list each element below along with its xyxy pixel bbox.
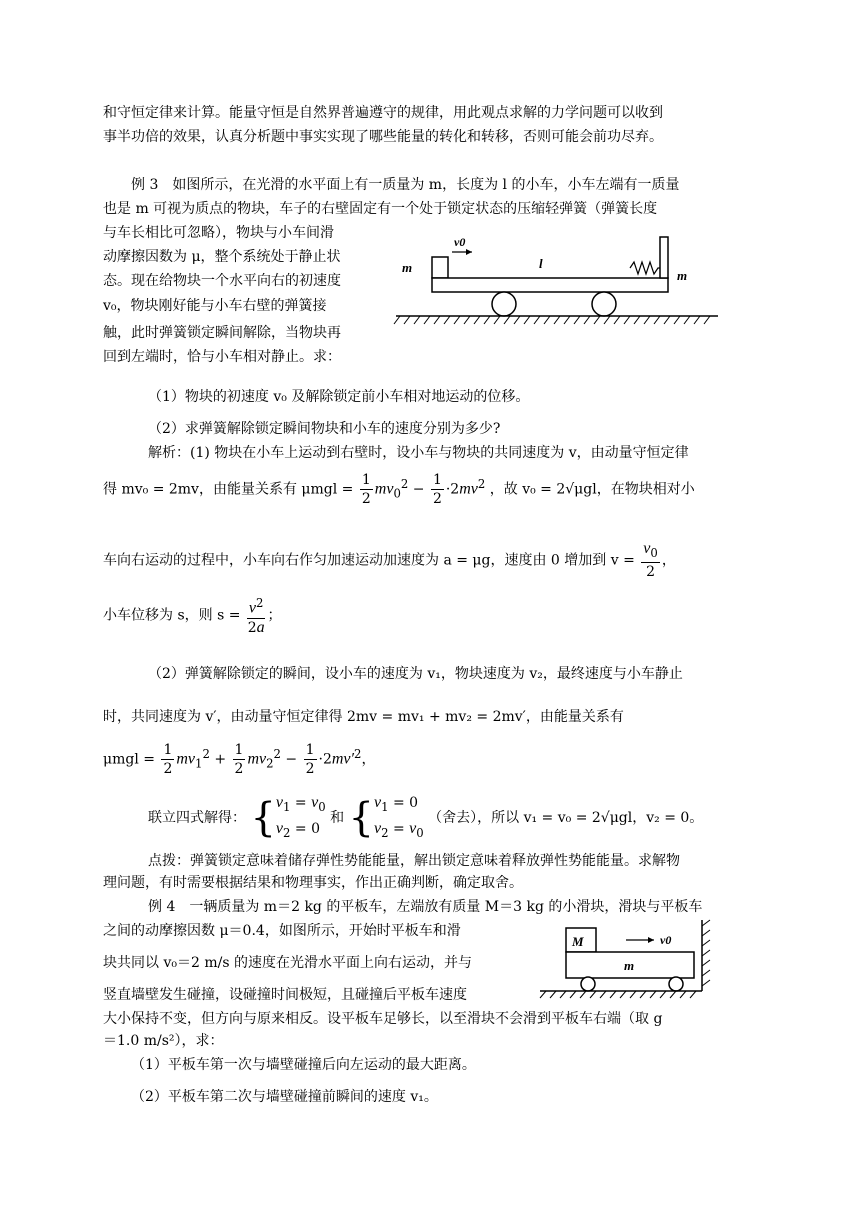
- ex3-line-1: 例 3 如图所示，在光滑的水平面上有一质量为 m，长度为 l 的小车，小车左端有一质量: [131, 177, 680, 193]
- fraction-half: $\frac{1}{2}$: [305, 742, 315, 778]
- fraction-v0-over-2: $\frac{v_0}{2}$: [643, 540, 658, 580]
- ex3-system-and: 和: [330, 809, 345, 826]
- cart-wheel-left: [581, 977, 595, 991]
- ex4-line-2: 之间的动摩擦因数 μ＝0.4，如图所示，开始时平板车和滑: [103, 923, 461, 939]
- ex3-part2-line-3: μmgl = $\frac{1}{2}$ $mv_1^2$ + $\frac{1}{2}$ $mv_2^2$ − $\frac{1}{2}$ $\cdot 2mv'^2$，: [103, 742, 376, 778]
- ex4-line-3: 块共同以 v₀＝2 m/s 的速度在光滑水平面上向右运动，并与: [103, 955, 472, 971]
- solution-system-1: $v_1 = v_0$ $v_2 = 0$: [275, 794, 326, 840]
- ex3-solution-line-4a: 小车位移为 s，则 s =: [103, 607, 241, 624]
- ex3-system-solution: 联立四式解得： {$v_1 = v_0$ $v_2 = 0$ 和 {$v_1 = 0$ $v_2 = v_0$ （舍去），所以 v₁ = v₀ = 2√μgl，v₂ = 0。: [148, 792, 703, 844]
- ex3-solution-line-2: 得 mv₀ = 2mv，由能量关系有 μmgl = $\frac{1}{2}$ $mv_0^2$ − $\frac{1}{2}$ $\cdot 2mv^2$ ，故 v₀ = 2√μgl，在物块相对小: [103, 472, 695, 508]
- ex3-line-7: 触，此时弹簧锁定瞬间解除，当物块再: [103, 325, 341, 341]
- fraction-half: $\frac{1}{2}$: [361, 472, 371, 508]
- fraction-half: $\frac{1}{2}$: [163, 742, 173, 778]
- cart-right-wall: [660, 237, 668, 278]
- ex3-part2-line-1: （2）弹簧解除锁定的瞬间，设小车的速度为 v₁，物块速度为 v₂，最终速度与小车静止: [148, 666, 683, 682]
- cart-wheel-right: [669, 977, 683, 991]
- ex4-question-1: （1）平板车第一次与墙壁碰撞后向左运动的最大距离。: [131, 1057, 476, 1073]
- ex3-solution-line-4: 小车位移为 s，则 s = $\frac{v^2}{2a}$ ；: [103, 596, 282, 636]
- ex3-solution-line-2a: 得 mv₀ = 2mv，由能量关系有 μmgl =: [103, 481, 354, 498]
- fig1-label-l: l: [539, 256, 543, 271]
- cart-wheel-right: [592, 292, 616, 316]
- ex3-line-5: 态。现在给物块一个水平向右的初速度: [103, 273, 341, 289]
- ex3-tip-line-2: 理问题，有时需要根据结果和物理事实，作出正确判断，确定取舍。: [103, 875, 523, 891]
- ex3-line-4: 动摩擦因数为 μ，整个系统处于静止状: [103, 249, 341, 265]
- fig2-label-M: M: [572, 934, 584, 949]
- ex3-line-3: 与车长相比可忽略），物块与小车间滑: [103, 225, 334, 241]
- ex3-solution-line-2b: ，故 v₀ = 2√μgl，在物块相对小: [489, 481, 695, 498]
- fig2-label-m: m: [624, 958, 635, 973]
- ex3-system-label: 联立四式解得：: [148, 809, 246, 826]
- fraction-half: $\frac{1}{2}$: [234, 742, 244, 778]
- intro-line-1: 和守恒定律来计算。能量守恒是自然界普遍遵守的规律，用此观点求解的力学问题可以收到: [103, 105, 663, 121]
- ex3-system-rest: （舍去），所以 v₁ = v₀ = 2√μgl，v₂ = 0。: [428, 809, 704, 826]
- compressed-spring: [630, 262, 660, 274]
- ex3-part2-line-2: 时，共同速度为 v′，由动量守恒定律得 2mv = mv₁ + mv₂ = 2mv′，由能量关系有: [103, 709, 624, 725]
- block-m: [432, 257, 448, 278]
- ex3-solution-line-3a: 车向右运动的过程中，小车向右作匀加速运动加速度为 a = μg，速度由 0 增加到 v =: [103, 552, 635, 569]
- fraction-half: $\frac{1}{2}$: [432, 472, 442, 508]
- cart-wall-figure: [536, 918, 716, 1000]
- ex3-solution-line-3: 车向右运动的过程中，小车向右作匀加速运动加速度为 a = μg，速度由 0 增加到 v = $\frac{v_0}{2}$ ，: [103, 540, 676, 580]
- ex4-question-2: （2）平板车第二次与墙壁碰撞前瞬间的速度 v₁。: [131, 1089, 438, 1105]
- cart-wheel-left: [492, 292, 516, 316]
- fig1-label-m-right: m: [677, 268, 688, 283]
- ex3-solution-line-1: 解析：(1) 物块在小车上运动到右壁时，设小车与物块的共同速度为 v，由动量守恒定律: [148, 445, 689, 461]
- cart-body: [432, 278, 668, 292]
- fig2-label-v0: v0: [660, 933, 672, 947]
- ex3-part2-line-3a: μmgl =: [103, 751, 155, 768]
- ex3-question-2: （2）求弹簧解除锁定瞬间物块和小车的速度分别为多少?: [148, 421, 501, 437]
- ex3-tip-line-1: 点拨：弹簧锁定意味着储存弹性势能能量，解出锁定意味着释放弹性势能能量。求解物: [148, 853, 680, 869]
- intro-line-2: 事半功倍的效果，认真分析题中事实实现了哪些能量的转化和转移，否则可能会前功尽弃。: [103, 129, 663, 145]
- ex4-line-1: 例 4 一辆质量为 m＝2 kg 的平板车，左端放有质量 M＝3 kg 的小滑块，滑块与平板车: [148, 899, 703, 915]
- ex3-line-6: v₀，物块刚好能与小车右壁的弹簧接: [103, 298, 327, 314]
- ex3-line-2: 也是 m 可视为质点的物块，车子的右壁固定有一个处于锁定状态的压缩轻弹簧（弹簧长度: [103, 201, 658, 217]
- solution-system-2: $v_1 = 0$ $v_2 = v_0$: [373, 794, 424, 840]
- cart-spring-figure: [392, 224, 722, 332]
- fig1-label-v0: v0: [454, 235, 466, 249]
- ex3-question-1: （1）物块的初速度 v₀ 及解除锁定前小车相对地运动的位移。: [148, 389, 530, 405]
- ex3-line-8: 回到左端时，恰与小车相对静止。求：: [103, 349, 341, 365]
- ex4-line-6: ＝1.0 m/s²），求：: [103, 1033, 224, 1049]
- ex4-line-5: 大小保持不变，但方向与原来相反。设平板车足够长，以至滑块不会滑到平板车右端（取 g: [103, 1011, 663, 1027]
- fraction-v2-over-2a: $\frac{v^2}{2a}$: [247, 596, 265, 636]
- ex4-line-4: 竖直墙壁发生碰撞，设碰撞时间极短，且碰撞后平板车速度: [103, 987, 467, 1003]
- fig1-label-m-left: m: [402, 260, 413, 275]
